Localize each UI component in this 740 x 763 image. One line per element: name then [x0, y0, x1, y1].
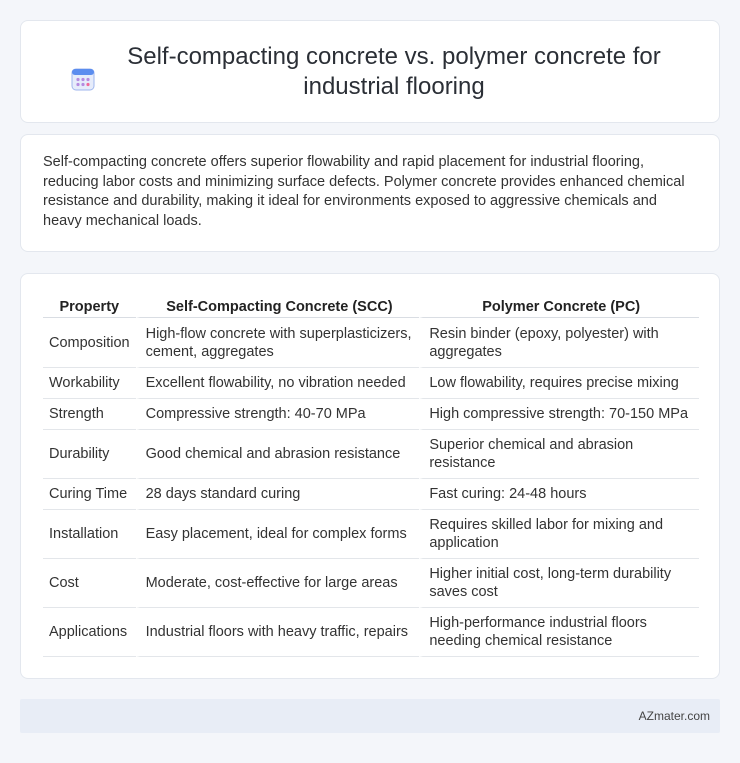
calendar-icon: [70, 66, 96, 92]
table-row: [43, 510, 699, 559]
row-property: Installation: [43, 510, 136, 559]
row-property: Durability: [43, 430, 136, 479]
row-pc-value: Higher initial cost, long-term durability saves cost: [419, 559, 699, 608]
row-property: Strength: [43, 399, 136, 430]
row-pc-value: Superior chemical and abrasion resistance: [419, 430, 699, 479]
comparison-table-card: [20, 273, 720, 679]
comparison-table: [43, 292, 699, 657]
row-scc-value: High-flow concrete with superplasticizers, cement, aggregates: [136, 318, 420, 368]
row-property: Composition: [43, 318, 136, 368]
row-scc-value: Good chemical and abrasion resistance: [136, 430, 420, 479]
header-scc: Self-Compacting Concrete (SCC): [136, 292, 420, 318]
row-scc-value: Compressive strength: 40-70 MPa: [136, 399, 420, 430]
table-row: [43, 479, 699, 510]
table-row: [43, 368, 699, 399]
table-row: [43, 559, 699, 608]
row-property: Curing Time: [43, 479, 136, 510]
row-scc-value: Moderate, cost-effective for large areas: [136, 559, 420, 608]
row-pc-value: Fast curing: 24-48 hours: [419, 479, 699, 510]
row-property: Workability: [43, 368, 136, 399]
row-property: Applications: [43, 608, 136, 657]
footer-bar: [20, 699, 720, 733]
title-card: [20, 20, 720, 123]
footer-brand-link[interactable]: AZmater.com: [638, 709, 710, 723]
summary-text: Self-compacting concrete offers superior flowability and rapid placement for industrial flooring, reducing labor costs and minimizing surface defects. Polymer concrete provides enhanced chemical resistance and durability, making it ideal for environments exposed to aggressive chemicals and heavy mechanical loads.: [43, 154, 685, 229]
table-header-row: [43, 292, 699, 318]
row-pc-value: High compressive strength: 70-150 MPa: [419, 399, 699, 430]
row-property: Cost: [43, 559, 136, 608]
table-row: [43, 318, 699, 368]
row-pc-value: Requires skilled labor for mixing and application: [419, 510, 699, 559]
row-scc-value: Excellent flowability, no vibration needed: [136, 368, 420, 399]
table-row: [43, 430, 699, 479]
row-scc-value: Easy placement, ideal for complex forms: [136, 510, 420, 559]
summary-card: [20, 134, 720, 252]
header-pc: Polymer Concrete (PC): [419, 292, 699, 318]
row-pc-value: Resin binder (epoxy, polyester) with aggregates: [419, 318, 699, 368]
table-row: [43, 399, 699, 430]
row-scc-value: 28 days standard curing: [136, 479, 420, 510]
row-pc-value: High-performance industrial floors needing chemical resistance: [419, 608, 699, 657]
row-pc-value: Low flowability, requires precise mixing: [419, 368, 699, 399]
title-wrap: [70, 42, 670, 102]
row-scc-value: Industrial floors with heavy traffic, repairs: [136, 608, 420, 657]
table-row: [43, 608, 699, 657]
header-property: Property: [43, 292, 136, 318]
page-title: Self-compacting concrete vs. polymer concrete for industrial flooring: [127, 42, 661, 100]
